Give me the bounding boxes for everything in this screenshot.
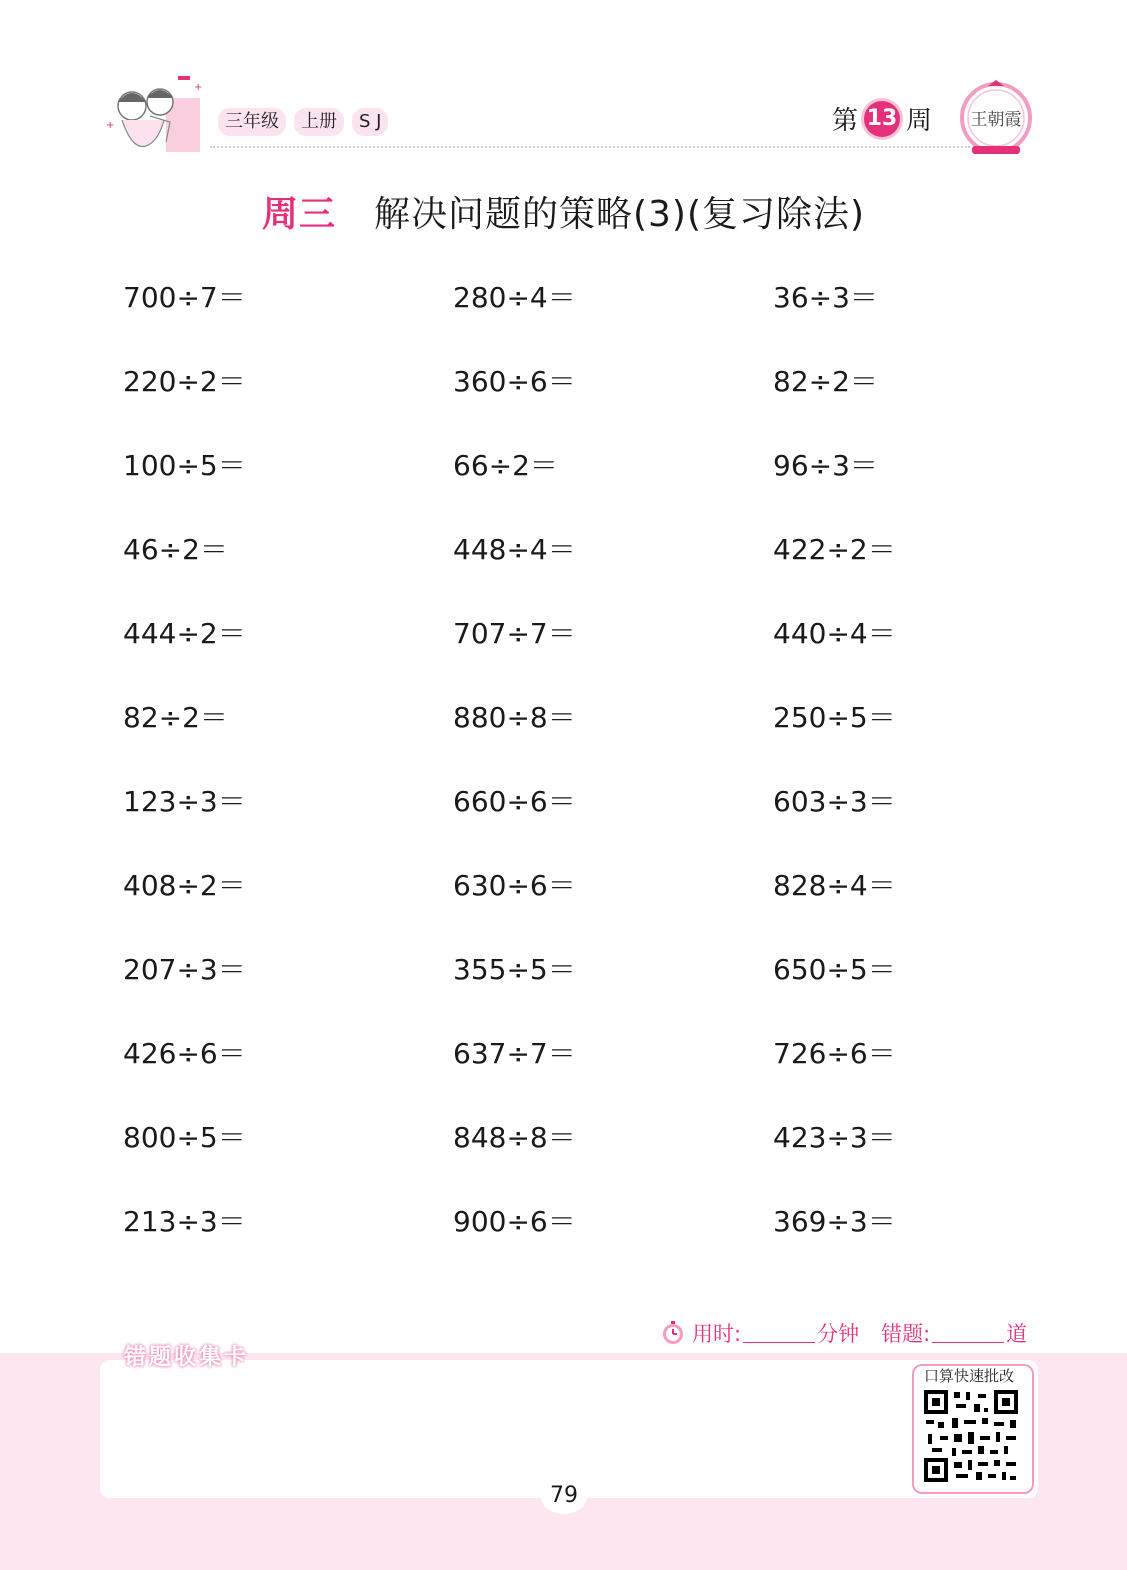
problem: 355÷5＝ bbox=[453, 953, 576, 986]
problem: 660÷6＝ bbox=[453, 785, 576, 818]
problem: 637÷7＝ bbox=[453, 1037, 576, 1070]
problem-row bbox=[123, 612, 1023, 696]
problem: 250÷5＝ bbox=[773, 701, 896, 734]
problem-row bbox=[123, 1200, 1023, 1284]
problem: 726÷6＝ bbox=[773, 1037, 896, 1070]
qr-caption: 口算快速批改 bbox=[924, 1367, 1015, 1385]
errors-unit: 道 bbox=[1006, 1322, 1028, 1346]
problem: 900÷6＝ bbox=[453, 1205, 576, 1238]
problem: 828÷4＝ bbox=[773, 869, 896, 902]
week-number-badge: 13 bbox=[864, 101, 900, 137]
header-divider bbox=[210, 146, 970, 148]
problem-row bbox=[123, 276, 1023, 360]
errors-blank[interactable] bbox=[932, 1324, 1004, 1343]
seal-text: 王朝霞 bbox=[970, 110, 1022, 130]
problem: 880÷8＝ bbox=[453, 701, 576, 734]
problem: 213÷3＝ bbox=[123, 1205, 246, 1238]
problem: 630÷6＝ bbox=[453, 869, 576, 902]
problem: 707÷7＝ bbox=[453, 617, 576, 650]
problem: 422÷2＝ bbox=[773, 533, 896, 566]
problem: 444÷2＝ bbox=[123, 617, 246, 650]
problem: 848÷8＝ bbox=[453, 1121, 576, 1154]
problem-row bbox=[123, 948, 1023, 1032]
problem: 423÷3＝ bbox=[773, 1121, 896, 1154]
mistake-card-label: 错题收集卡 bbox=[124, 1345, 250, 1370]
grade-tags bbox=[218, 108, 388, 136]
svg-text:+: + bbox=[106, 120, 115, 131]
problem: 280÷4＝ bbox=[453, 281, 576, 314]
week-indicator bbox=[832, 100, 932, 137]
week-suffix: 周 bbox=[906, 106, 933, 136]
problem: 82÷2＝ bbox=[123, 701, 228, 734]
problem: 426÷6＝ bbox=[123, 1037, 246, 1070]
author-seal-icon bbox=[958, 78, 1034, 158]
problem: 207÷3＝ bbox=[123, 953, 246, 986]
timing-stats bbox=[660, 1318, 1027, 1348]
page-number: 79 bbox=[540, 1474, 588, 1514]
stopwatch-icon bbox=[660, 1320, 686, 1346]
problem-row bbox=[123, 1032, 1023, 1116]
problem: 800÷5＝ bbox=[123, 1121, 246, 1154]
problem: 123÷3＝ bbox=[123, 785, 246, 818]
grade-tag: 三年级 bbox=[218, 108, 286, 136]
problem-row bbox=[123, 528, 1023, 612]
problem: 36÷3＝ bbox=[773, 281, 878, 314]
title-topic: 解决问题的策略(3)(复习除法) bbox=[373, 194, 866, 235]
errors-label: 错题: bbox=[881, 1322, 931, 1346]
title-day: 周三 bbox=[261, 194, 336, 235]
problem: 96÷3＝ bbox=[773, 449, 878, 482]
problem: 46÷2＝ bbox=[123, 533, 228, 566]
week-prefix: 第 bbox=[832, 106, 859, 136]
problem-row bbox=[123, 864, 1023, 948]
problem-row bbox=[123, 444, 1023, 528]
time-blank[interactable] bbox=[743, 1324, 815, 1343]
qr-code-icon[interactable] bbox=[922, 1388, 1020, 1484]
problem: 440÷4＝ bbox=[773, 617, 896, 650]
problem: 220÷2＝ bbox=[123, 365, 246, 398]
problem: 369÷3＝ bbox=[773, 1205, 896, 1238]
edition-tag: S J bbox=[352, 108, 388, 136]
problem-row bbox=[123, 360, 1023, 444]
kids-illustration bbox=[104, 68, 208, 156]
problem: 650÷5＝ bbox=[773, 953, 896, 986]
problem-row bbox=[123, 696, 1023, 780]
page-title bbox=[0, 186, 1127, 237]
problem: 408÷2＝ bbox=[123, 869, 246, 902]
time-label: 用时: bbox=[692, 1322, 742, 1346]
problem: 448÷4＝ bbox=[453, 533, 576, 566]
time-unit: 分钟 bbox=[817, 1322, 860, 1346]
volume-tag: 上册 bbox=[294, 108, 344, 136]
problem-grid bbox=[123, 276, 1023, 1284]
problem: 603÷3＝ bbox=[773, 785, 896, 818]
problem-row bbox=[123, 1116, 1023, 1200]
problem-row bbox=[123, 780, 1023, 864]
problem: 82÷2＝ bbox=[773, 365, 878, 398]
problem: 700÷7＝ bbox=[123, 281, 246, 314]
svg-text:+: + bbox=[194, 82, 203, 93]
problem: 360÷6＝ bbox=[453, 365, 576, 398]
problem: 66÷2＝ bbox=[453, 449, 558, 482]
problem: 100÷5＝ bbox=[123, 449, 246, 482]
